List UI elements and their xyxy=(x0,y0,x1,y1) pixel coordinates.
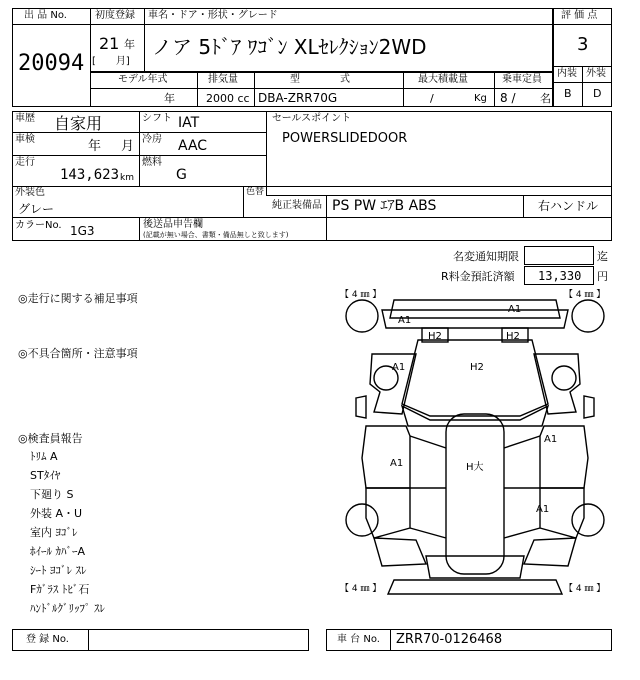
tire-front-right xyxy=(572,300,604,332)
inspector-report-list xyxy=(30,448,210,619)
ac-label: 冷房 xyxy=(142,134,162,145)
color-number-value: 1G3 xyxy=(70,224,95,238)
mileage-unit: km xyxy=(120,173,134,183)
spare-tire-right xyxy=(552,366,576,390)
hood xyxy=(402,340,548,416)
model-year-value: 年 xyxy=(164,92,175,105)
model-name-label: 車名・ドア・形状・グレード xyxy=(148,10,278,21)
right-rear-quarter xyxy=(524,538,576,566)
lot-number: 20094 xyxy=(18,51,85,76)
registration-label: 登 録 No. xyxy=(26,634,69,645)
aftermarket-label: 後送品申告欄 xyxy=(143,219,203,230)
history-label: 車歴 xyxy=(15,113,35,124)
exterior-color-value: グレー xyxy=(18,202,55,216)
left-rear-panel xyxy=(366,488,410,538)
displacement-value: 2000 cc xyxy=(206,92,250,105)
inspector-item: ﾎｲｰﾙ ｶﾊﾞｰA xyxy=(30,545,86,558)
left-rear-quarter xyxy=(374,538,426,566)
aftermarket-note: (記載が無い場合、書類・備品無しと致します) xyxy=(143,231,289,239)
type-label: 型 式 xyxy=(290,74,350,85)
inspector-item: STﾀｲﾔ xyxy=(30,469,61,482)
chassis-value: ZRR70-0126468 xyxy=(396,632,503,647)
inspector-item: ﾄﾘﾑ A xyxy=(30,450,58,463)
model-year-label: モデル年式 xyxy=(118,74,168,85)
recycle-value: 13,330 xyxy=(538,269,582,283)
score-label: 評 価 点 xyxy=(561,10,598,21)
model-name: ノア 5ﾄﾞｱ ﾜｺﾞﾝ XLｾﾚｸｼｮﾝ2WD xyxy=(152,35,427,59)
inspector-item: ﾊﾝﾄﾞﾙｸﾞﾘｯﾌﾟ ｽﾚ xyxy=(30,602,105,615)
tire-depth-rear-left: 【 4 ㎜ 】 xyxy=(340,584,382,594)
mark-left-door: A1 xyxy=(390,458,404,469)
inspection-label: 車検 xyxy=(15,134,35,145)
first-registration-year: 21 xyxy=(99,34,120,53)
tire-rear-right xyxy=(572,504,604,536)
right-front-fender xyxy=(534,354,580,414)
sales-point-label: セールスポイント xyxy=(272,113,352,124)
deadline-box xyxy=(524,246,594,265)
mark-headlight-right: H2 xyxy=(506,331,520,342)
exterior-grade: D xyxy=(593,87,602,100)
inspector-item: 室内 ﾖｺﾞﾚ xyxy=(30,526,78,539)
interior-grade: B xyxy=(564,87,572,100)
lot-number-label: 出 品 No. xyxy=(24,10,67,21)
inspection-year: 年 xyxy=(88,139,102,154)
inspection-month: 月 xyxy=(121,139,135,154)
mileage-value: 143,623 xyxy=(60,167,120,183)
inspector-item: Fｶﾞﾗｽ ﾄﾋﾞ石 xyxy=(30,583,90,596)
mark-right-door: A1 xyxy=(544,434,558,445)
chassis-label: 車 台 No. xyxy=(337,634,380,645)
ac-value: AAC xyxy=(178,138,208,154)
fuel-value: G xyxy=(176,167,187,183)
mark-right-quarter: A1 xyxy=(536,504,550,515)
shift-value: IAT xyxy=(178,115,200,131)
exterior-label: 外装 xyxy=(586,68,606,79)
mark-front-lip: A1 xyxy=(398,315,412,326)
rear-bumper xyxy=(388,580,562,594)
max-load-value: / xyxy=(430,92,434,105)
recycle-unit: 円 xyxy=(597,270,608,283)
equipment-label: 純正装備品 xyxy=(272,200,322,211)
mark-hood: H2 xyxy=(470,362,484,373)
interior-label: 内装 xyxy=(557,68,577,79)
front-bumper xyxy=(390,300,560,318)
inspector-item: ｼｰﾄ ﾖｺﾞﾚ ｽﾚ xyxy=(30,564,87,577)
deadline-unit: 迄 xyxy=(597,250,608,263)
tire-depth-rear-right: 【 4 ㎜ 】 xyxy=(564,584,606,594)
month-bracket: [ 月] xyxy=(92,56,130,67)
shift-label: シフト xyxy=(142,113,172,124)
sales-point-value: POWERSLIDEDOOR xyxy=(282,131,408,146)
driving-notes-heading: ◎走行に関する補足事項 xyxy=(18,292,138,305)
mark-front-bumper: A1 xyxy=(508,304,522,315)
equipment-value: PS PW ｴｱB ABS xyxy=(332,198,437,214)
roof xyxy=(446,414,504,574)
capacity-label: 乗車定員 xyxy=(502,74,542,85)
defects-heading: ◎不具合箇所・注意事項 xyxy=(18,347,138,360)
year-unit: 年 xyxy=(124,38,135,51)
first-registration-label: 初度登録 xyxy=(95,10,135,21)
history-value: 自家用 xyxy=(54,114,103,133)
tire-rear-left xyxy=(346,504,378,536)
car-damage-diagram xyxy=(336,288,614,604)
left-front-door xyxy=(362,426,410,488)
tire-depth-front-right: 【 4 ㎜ 】 xyxy=(564,290,606,300)
tire-depth-front-left: 【 4 ㎜ 】 xyxy=(340,290,382,300)
mark-left-fender: A1 xyxy=(392,362,406,373)
max-load-unit: Kg xyxy=(474,93,487,104)
exterior-color-label: 外装色 xyxy=(15,187,45,198)
type-value: DBA-ZRR70G xyxy=(258,91,338,105)
max-load-label: 最大積載量 xyxy=(418,74,468,85)
color-number-label: カラーNo. xyxy=(15,220,62,231)
steering-value: 右ハンドル xyxy=(538,199,599,213)
capacity-value: 8 / xyxy=(500,91,516,105)
inspector-item: 下廻り S xyxy=(30,488,74,501)
displacement-label: 排気量 xyxy=(208,74,238,85)
mileage-label: 走行 xyxy=(15,157,35,168)
inspector-item: 外装 A・U xyxy=(30,507,83,520)
overall-score: 3 xyxy=(577,34,589,55)
mark-roof: H大 xyxy=(466,462,484,473)
tire-front-left xyxy=(346,300,378,332)
recycle-label: R料金預託済額 xyxy=(441,270,515,283)
fuel-label: 燃料 xyxy=(142,157,162,168)
deadline-label: 名変通知期限 xyxy=(453,250,519,263)
color-change-label: 色替 xyxy=(246,187,265,197)
capacity-unit: 名 xyxy=(540,92,551,105)
inspector-report-heading: ◎検査員報告 xyxy=(18,432,83,445)
mark-headlight-left: H2 xyxy=(428,331,442,342)
